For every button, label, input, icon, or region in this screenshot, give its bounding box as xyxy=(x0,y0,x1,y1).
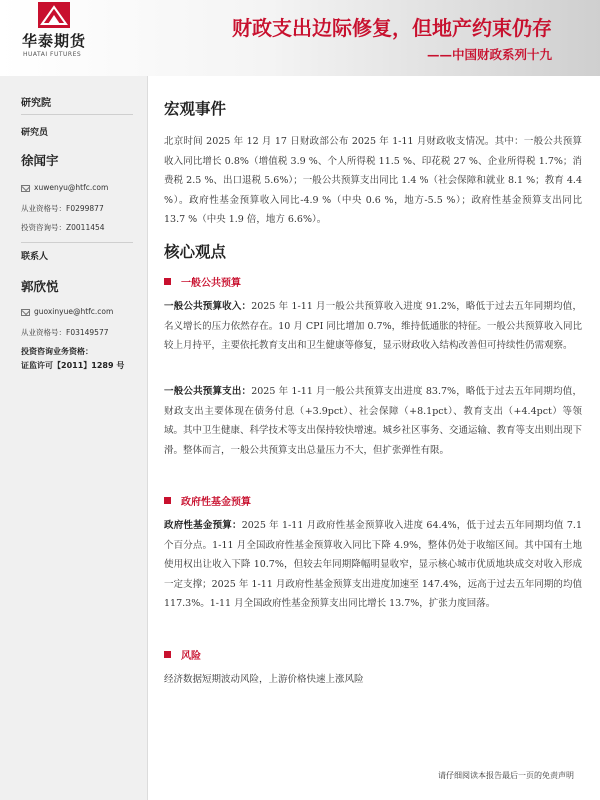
report-header xyxy=(0,0,600,76)
general-budget-revenue-paragraph xyxy=(164,297,582,356)
macro-events-heading: 宏观事件 xyxy=(164,100,227,118)
paragraph-text: 2025 年 1-11 月一般公共预算收入进度 91.2%，略低于过去五年同期均值，名义增长的压力依然存在。10 月 CPI 同比增加 0.7%，维持低通胀的特征。一般公共预算收入同比较上月持平，主要依托教育支出和卫生健康等修复，显示财政收入结构改善但可持续性仍需观察。 xyxy=(164,301,582,351)
logo-chinese-name: 华泰期货 xyxy=(22,32,87,50)
author-sidebar xyxy=(0,76,148,800)
contact-name: 郭欣悦 xyxy=(21,279,59,294)
general-budget-expenditure-paragraph xyxy=(164,382,582,460)
report-subtitle: ——中国财政系列十九 xyxy=(426,47,552,62)
section-risk xyxy=(164,647,201,662)
researcher-email-text[interactable]: xuwenyu@htfc.com xyxy=(34,183,109,192)
risk-text: 经济数据短期波动风险，上游价格快速上涨风险 xyxy=(164,674,364,685)
divider xyxy=(21,242,133,243)
section-general-budget-title: 一般公共预算 xyxy=(181,278,241,289)
paragraph-label: 政府性基金预算： xyxy=(164,520,242,531)
researcher-name: 徐闻宇 xyxy=(21,153,59,168)
divider xyxy=(21,114,133,115)
contact-label: 联系人 xyxy=(21,252,49,262)
section-marker-icon xyxy=(164,651,171,658)
institute-label: 研究院 xyxy=(21,98,51,109)
mail-icon xyxy=(21,185,30,192)
section-government-fund-title: 政府性基金预算 xyxy=(181,497,251,508)
contact-qualification: 从业资格号：F03149577 xyxy=(21,328,109,337)
section-marker-icon xyxy=(164,497,171,504)
huatai-logo-icon xyxy=(38,2,70,28)
license-line-1: 投资咨询业务资格： xyxy=(21,347,93,356)
paragraph-text: 2025 年 1-11 月一般公共预算支出进度 83.7%，略低于过去五年同期均值，财政支出主要体现在债务付息（+3.9pct）、社会保障（+8.1pct）、教育支出（+4.4pct）等领域。其中卫生健康、科学技术等支出保持较快增速。城乡社区事务、交通运输、教育等支出则出现下滑。整体而言，一般公共预算支出总量压力不大，但扩张弹性有限。 xyxy=(164,386,583,456)
report-title: 财政支出边际修复，但地产约束仍存 xyxy=(232,16,552,40)
disclaimer-footer: 请仔细阅读本报告最后一页的免责声明 xyxy=(438,771,574,780)
section-risk-title: 风险 xyxy=(181,651,201,662)
contact-email[interactable] xyxy=(21,307,113,316)
license-line-2: 证监许可【2011】1289 号 xyxy=(21,361,125,370)
researcher-label: 研究员 xyxy=(21,128,49,138)
government-fund-paragraph xyxy=(164,516,582,614)
logo-english-name: HUATAI FUTURES xyxy=(23,51,82,58)
contact-email-text[interactable]: guoxinyue@htfc.com xyxy=(34,307,114,316)
mail-icon xyxy=(21,309,30,316)
researcher-invest-number: 投资咨询号：Z0011454 xyxy=(21,223,105,232)
researcher-email[interactable] xyxy=(21,183,108,192)
core-views-heading: 核心观点 xyxy=(164,243,227,261)
macro-events-text: 北京时间 2025 年 12 月 17 日财政部公布 2025 年 1-11 月财政收支情况。其中：一般公共预算收入同比增长 0.8%（增值税 3.9 %、个人所得税 11.5 %、印花税 27 %、企业所得税 1.7%；消费税 2.5 %、出口退税 5.6%）；一般公共预算支出同比 1.4 %（社会保障和就业 8.1 %；教育 4.4 %）。政府性基金预算收入同比-4.9 %（中央 0.6 %，地方-5.5 %）；政府性基金预算支出同比 13.7 %（中央 1.9 倍，地方 6.6%）。 xyxy=(164,136,582,225)
section-marker-icon xyxy=(164,278,171,285)
paragraph-label: 一般公共预算收入： xyxy=(164,301,252,312)
section-government-fund xyxy=(164,493,251,508)
paragraph-text: 2025 年 1-11 月政府性基金预算收入进度 64.4%，低于过去五年同期均值 7.1 个百分点。1-11 月全国政府性基金预算收入同比下降 4.9%，整体仍处于收缩区间。其中国有土地使用权出让收入下降 10.7%，但较去年同期降幅明显收窄，显示核心城市优质地块成交对收入形成一定支撑；2025 年 1-11 月政府性基金预算支出进度加速至 147.4%，远高于过去五年同期的均值 117.3%。1-11 月全国政府性基金预算支出同比增长 13.7%，扩张力度回落。 xyxy=(164,520,582,609)
section-general-budget xyxy=(164,274,241,289)
paragraph-label: 一般公共预算支出： xyxy=(164,386,252,397)
company-logo xyxy=(22,2,102,62)
researcher-qualification: 从业资格号：F0299877 xyxy=(21,204,104,213)
